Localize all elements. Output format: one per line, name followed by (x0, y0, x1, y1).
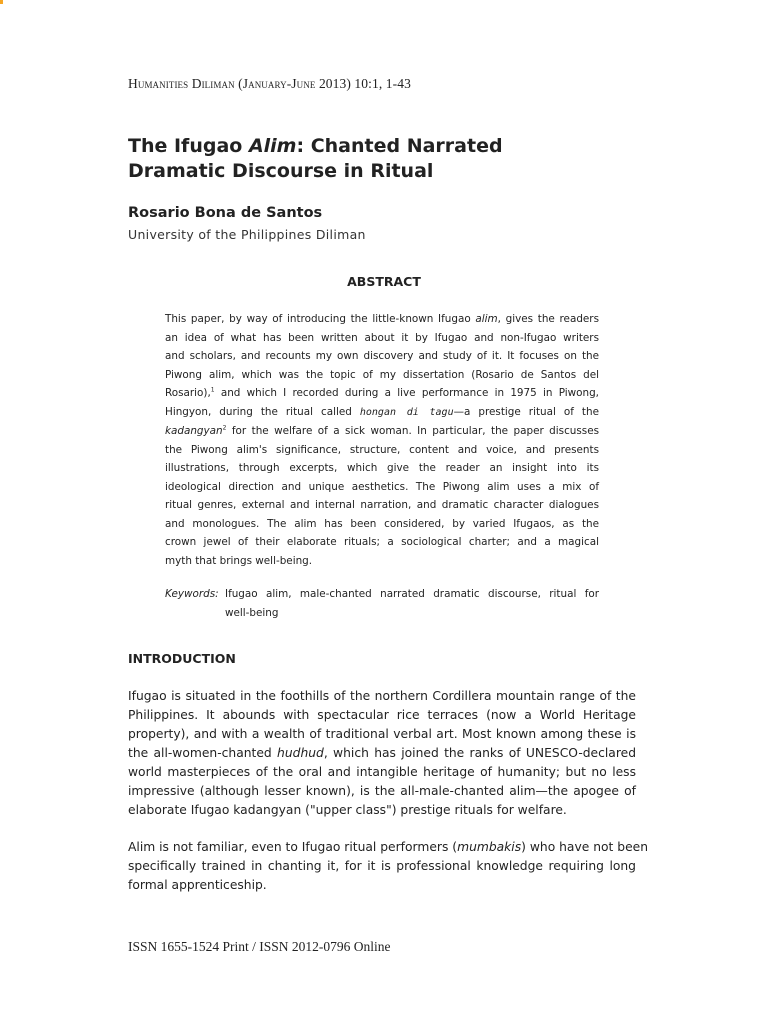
issue-details: 2013) 10:1, 1-43 (318, 76, 411, 91)
keywords-line: well-being (225, 607, 279, 619)
italic-term: hudhud (277, 746, 324, 760)
title-part2: : Chanted Narrated (296, 135, 503, 157)
text-run: for the welfare of a sick woman. In particular, the paper discusses (226, 425, 599, 437)
text-run: Rosario), (165, 387, 211, 399)
abstract-line: the Piwong alim's significance, structure, content and voice, and presents (165, 443, 599, 456)
title-part1: The Ifugao (128, 135, 249, 157)
paragraph-line (128, 838, 648, 857)
paragraph-line: world masterpieces of the oral and intangible heritage of humanity; but no less (128, 765, 636, 779)
abstract-line (165, 310, 599, 329)
text-run: ) who have not been (521, 840, 648, 854)
italic-term: mumbakis (457, 840, 522, 854)
issn-footer: ISSN 1655-1524 Print / ISSN 2012-0796 Online (128, 939, 391, 954)
author-affiliation: University of the Philippines Diliman (128, 227, 366, 242)
abstract-line (165, 384, 599, 403)
text-run: Hingyon, during the ritual called (165, 405, 360, 418)
text-run: —a prestige ritual of the (453, 405, 599, 418)
text-run: , which has joined the ranks of UNESCO-declared (323, 746, 636, 760)
abstract-line: myth that brings well-being. (165, 554, 313, 567)
footnote-marker[interactable]: 2 (222, 424, 227, 432)
author-name: Rosario Bona de Santos (128, 205, 323, 221)
paragraph-line: impressive (although lesser known), is the all-male-chanted alim—the apogee of (128, 784, 636, 798)
journal-name: Humanities Diliman (128, 76, 235, 91)
paragraph-line: specifically trained in chanting it, for it is professional knowledge requiring long (128, 859, 636, 873)
paragraph-line: Philippines. It abounds with spectacular rice terraces (now a World Heritage (128, 708, 636, 722)
paragraph-line: elaborate Ifugao kadangyan ("upper class") prestige rituals for welfare. (128, 803, 567, 817)
article-title (128, 134, 503, 184)
corner-mark (0, 0, 3, 4)
paragraph-1 (128, 687, 636, 820)
title-italic: Alim (248, 135, 297, 157)
italic-term: hongan di tagu (359, 406, 454, 418)
text-run: , gives the readers (497, 313, 599, 325)
paragraph-line: formal apprenticeship. (128, 878, 267, 892)
section-heading-introduction: INTRODUCTION (128, 651, 236, 666)
text-run: the all-women-chanted (128, 746, 278, 760)
abstract-line: ideological direction and unique aesthetics. The Piwong alim uses a mix of (165, 480, 599, 493)
abstract-line: illustrations, through excerpts, which give the reader an insight into its (165, 462, 599, 474)
text-run: This paper, by way of introducing the little-known Ifugao (165, 313, 476, 325)
text-run: and which I recorded during a live performance in 1975 in Piwong, (214, 387, 599, 399)
running-head (128, 76, 411, 92)
paragraph-2 (128, 838, 648, 895)
abstract-line: ritual genres, external and internal narration, and dramatic character dialogues (165, 499, 599, 511)
abstract-body (165, 310, 599, 570)
keywords-label: Keywords: (165, 588, 219, 600)
paragraph-line: property), and with a wealth of traditional verbal art. Most known among these is (128, 727, 636, 741)
footnote-marker[interactable]: 1 (210, 386, 215, 394)
paragraph-line: Ifugao is situated in the foothills of the northern Cordillera mountain range of the (128, 689, 636, 703)
abstract-line (165, 403, 599, 423)
italic-term: alim (475, 313, 498, 325)
abstract-line: an idea of what has been written about it by Ifugao and non-Ifugao writers (165, 331, 599, 344)
abstract-heading: ABSTRACT (347, 274, 421, 289)
abstract-line (165, 422, 599, 441)
abstract-line: crown jewel of their elaborate rituals; a sociological charter; and a magical (165, 536, 599, 548)
paragraph-line (128, 744, 636, 763)
italic-term: kadangyan (165, 425, 223, 437)
issue-date: (January-June (238, 76, 316, 91)
abstract-line: and monologues. The alim has been considered, by varied Ifugaos, as the (165, 517, 599, 530)
abstract-line: Piwong alim, which was the topic of my dissertation (Rosario de Santos del (165, 368, 599, 381)
title-line2: Dramatic Discourse in Ritual (128, 160, 434, 182)
text-run: Alim is not familiar, even to Ifugao ritual performers ( (128, 840, 458, 854)
keywords-line: Ifugao alim, male-chanted narrated dramatic discourse, ritual for (225, 588, 599, 600)
keywords-text (225, 585, 599, 623)
abstract-line: and scholars, and recounts my own discovery and study of it. It focuses on the (165, 350, 599, 362)
